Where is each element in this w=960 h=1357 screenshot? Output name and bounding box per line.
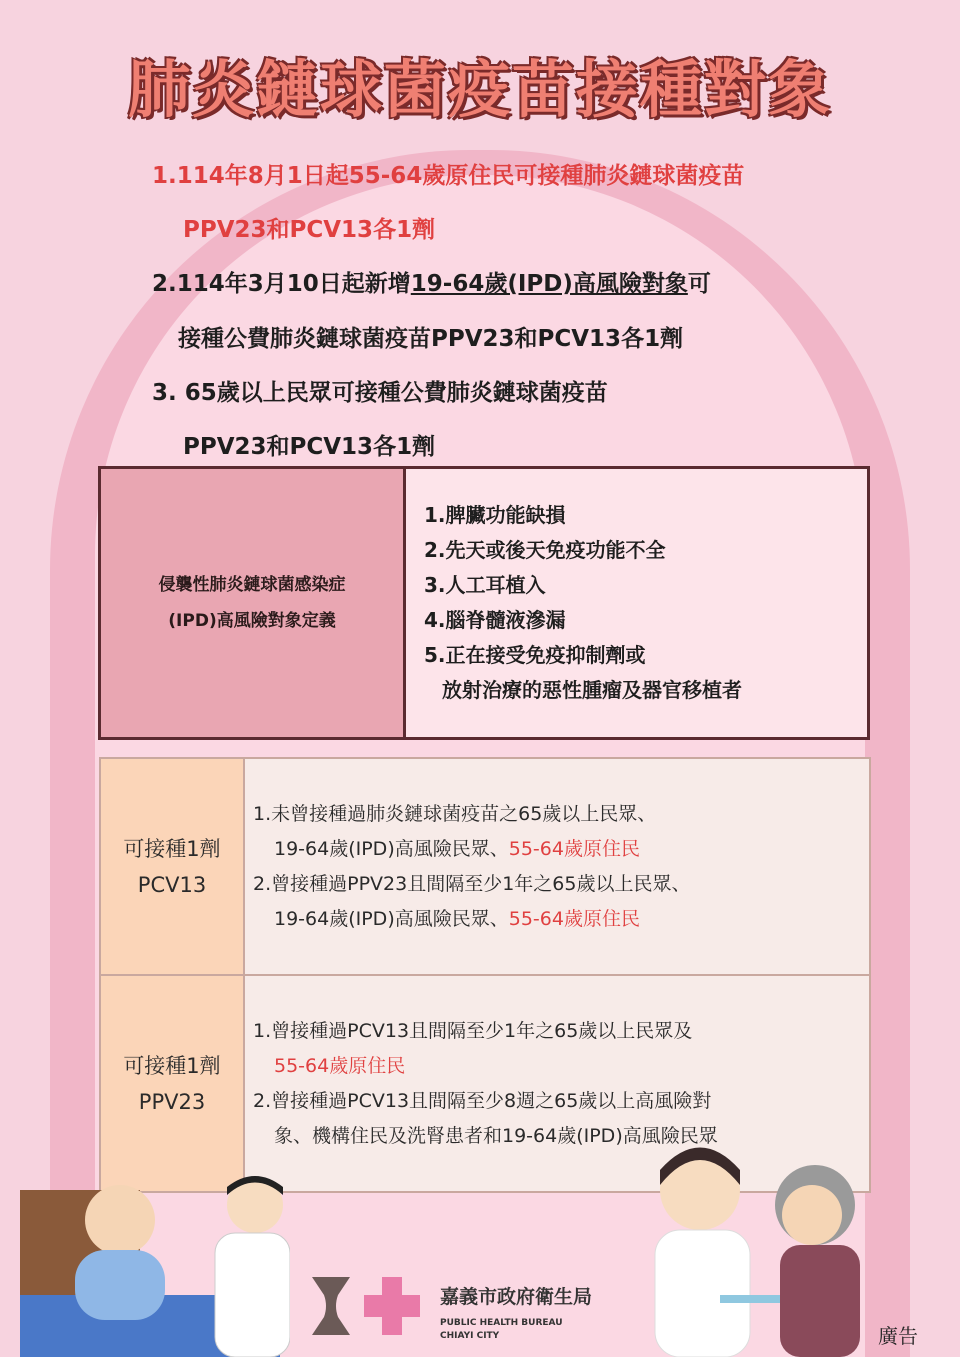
ppv23-label-line-1: 可接種1劑 [123, 1053, 221, 1078]
ipd-definition-table [98, 466, 870, 740]
pcv13-label [100, 758, 244, 975]
syringe [720, 1295, 790, 1303]
criteria-highlight: 55-64歲原住民 [508, 907, 640, 930]
org-name-en-1: PUBLIC HEALTH BUREAU [440, 1318, 563, 1328]
pcv13-label-line-2: PCV13 [137, 872, 207, 897]
health-bureau-logo-icon [310, 1275, 425, 1337]
pcv13-label-line-1: 可接種1劑 [123, 836, 221, 861]
criteria-line: 1.曾接種過PCV13且間隔至少1年之65歲以上民眾及 [253, 1019, 693, 1042]
ipd-label-line-1: 侵襲性肺炎鏈球菌感染症 [158, 575, 346, 595]
intro-item-2-prefix: 2.114年3月10日起新增 [152, 271, 411, 297]
list-item: 2.先天或後天免疫功能不全 [424, 538, 666, 562]
criteria-text: 19-64歲(IPD)高風險民眾、 [274, 907, 509, 930]
criteria-line: 2.曾接種過PPV23且間隔至少1年之65歲以上民眾、 [253, 872, 691, 895]
intro-item-1: 1.114年8月1日起55-64歲原住民可接種肺炎鏈球菌疫苗 [152, 163, 745, 189]
criteria-line: 1.未曾接種過肺炎鏈球菌疫苗之65歲以上民眾、 [253, 802, 657, 825]
intro-item-3-cont: PPV23和PCV13各1劑 [183, 434, 436, 460]
intro-item-3: 3. 65歲以上民眾可接種公費肺炎鏈球菌疫苗 [152, 380, 608, 406]
ipd-definition-list [405, 468, 869, 739]
page-title: 肺炎鏈球菌疫苗接種對象 [127, 53, 832, 126]
criteria-highlight: 55-64歲原住民 [274, 1054, 406, 1077]
logo-cross [364, 1277, 420, 1335]
patient-doctor-illustration [20, 1175, 290, 1357]
patient-body [75, 1250, 165, 1320]
criteria-text: 19-64歲(IPD)高風險民眾、 [274, 837, 509, 860]
table-row [100, 758, 870, 975]
woman-head [782, 1185, 842, 1245]
ipd-label-line-2: (IPD)高風險對象定義 [168, 611, 336, 631]
intro-item-2-cont: 接種公費肺炎鏈球菌疫苗PPV23和PCV13各1劑 [178, 326, 684, 352]
org-name: 嘉義市政府衛生局 [440, 1286, 593, 1308]
ad-label: 廣告 [878, 1324, 918, 1348]
ipd-definition-label [100, 468, 405, 739]
logo-hourglass [312, 1277, 350, 1335]
vaccine-table [99, 757, 871, 1193]
intro-item-1-cont: PPV23和PCV13各1劑 [183, 217, 436, 243]
ppv23-label-line-2: PPV23 [138, 1089, 206, 1114]
doctor-coat [215, 1233, 290, 1357]
ppv23-label [100, 975, 244, 1192]
list-item: 3.人工耳植入 [424, 573, 546, 597]
criteria-line [253, 902, 868, 937]
criteria-line: 象、機構住民及洗腎患者和19-64歲(IPD)高風險民眾 [274, 1124, 718, 1147]
intro-item-2-highlight: 19-64歲(IPD)高風險對象 [410, 271, 688, 297]
criteria-highlight: 55-64歲原住民 [508, 837, 640, 860]
nurse-uniform [655, 1230, 750, 1357]
health-bureau-logo [440, 1282, 592, 1343]
woman-body [780, 1245, 860, 1357]
nurse-illustration [640, 1140, 875, 1357]
criteria-line: 2.曾接種過PCV13且間隔至少8週之65歲以上高風險對 [253, 1089, 712, 1112]
org-name-en-2: CHIAYI CITY [440, 1331, 500, 1341]
pcv13-criteria [244, 758, 870, 975]
intro-item-2-suffix: 可 [687, 271, 711, 297]
list-item: 5.正在接受免疫抑制劑或 [424, 643, 646, 667]
intro-item-2 [152, 265, 711, 298]
list-item: 1.脾臟功能缺損 [424, 503, 566, 527]
criteria-line [253, 832, 868, 867]
patient-head [85, 1185, 155, 1255]
list-item: 4.腦脊髓液滲漏 [424, 608, 566, 632]
list-item: 放射治療的惡性腫瘤及器官移植者 [442, 678, 742, 702]
